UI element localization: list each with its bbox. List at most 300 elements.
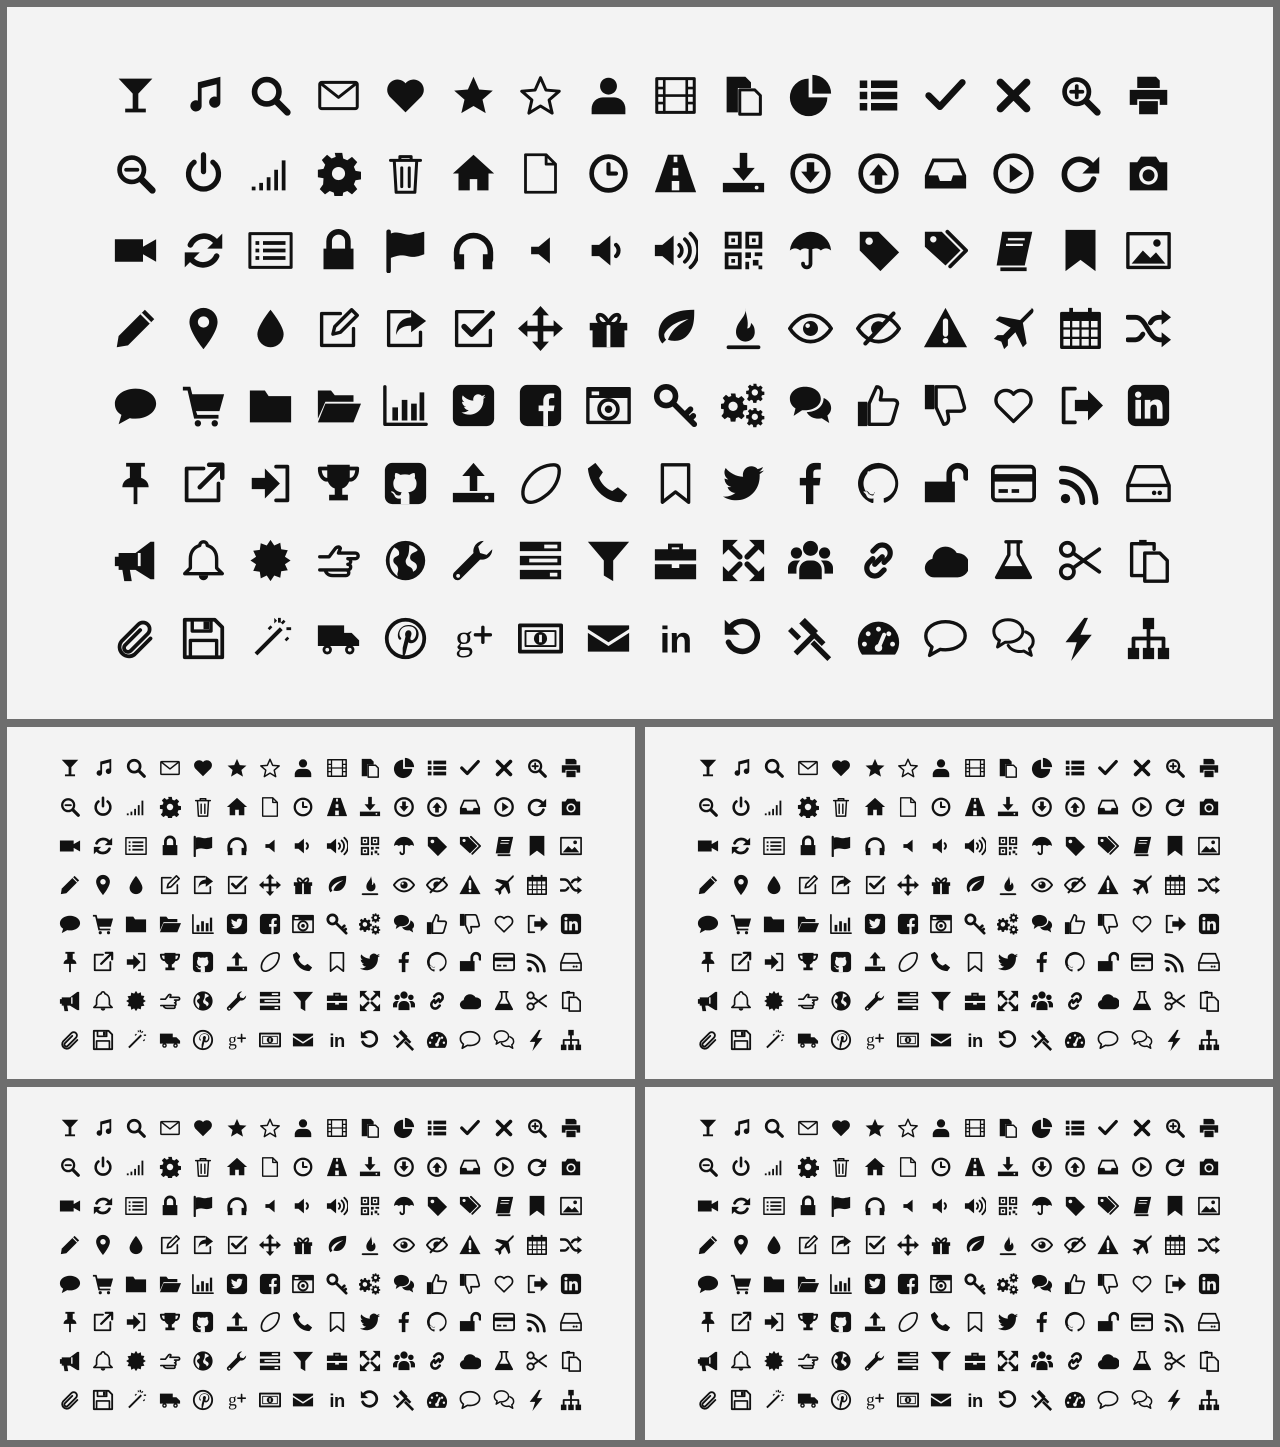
repeat-icon [1158,1148,1191,1187]
volume-down-icon [925,827,958,866]
user-icon-graphic [586,73,631,118]
money-icon-graphic [259,1389,281,1411]
time-icon-graphic [930,1156,952,1178]
external-link-icon [170,445,238,523]
upload-alt-icon [440,445,508,523]
file-icon-graphic [897,1156,919,1178]
linkedin-icon [320,1381,353,1420]
umbrella-icon-graphic [393,835,415,857]
signin-icon [758,943,791,982]
remove-icon [1125,1109,1158,1148]
play-circle-icon-graphic [1131,796,1153,818]
volume-off-icon [253,1187,286,1226]
headphones-icon-graphic [864,1195,886,1217]
tasks-icon [891,982,924,1021]
link-icon-graphic [1064,1350,1086,1372]
gift-icon [287,1225,320,1264]
bolt-icon-graphic [526,1029,548,1051]
refresh-icon-graphic [181,228,226,273]
signout-icon [520,904,553,943]
camera-retro-icon [287,1264,320,1303]
upload-icon-graphic [1064,1156,1086,1178]
list-alt-icon-graphic [248,228,293,273]
list-alt-icon-graphic [763,1195,785,1217]
heart-empty-icon-graphic [493,913,515,935]
magic-icon [120,1021,153,1060]
credit-card-icon-graphic [1131,951,1153,973]
volume-up-icon-graphic [964,1195,986,1217]
facetime-video-icon-graphic [697,1195,719,1217]
beaker-icon-graphic [1131,1350,1153,1372]
comments-empty-icon-graphic [1131,1029,1153,1051]
cut-icon [520,1342,553,1381]
linkedin-icon [320,1021,353,1060]
magic-icon-graphic [125,1029,147,1051]
paper-clip-icon [691,1381,724,1420]
map-marker-icon [86,865,119,904]
bullhorn-icon-graphic [697,1350,719,1372]
share-icon [372,290,440,368]
fire-icon-graphic [359,1234,381,1256]
picture-icon-graphic [1198,1195,1220,1217]
icon-grid [691,749,1225,1059]
power-icon-graphic [730,796,752,818]
comments-icon-graphic [393,913,415,935]
volume-down-icon-graphic [292,835,314,857]
group-icon-graphic [393,1350,415,1372]
tags-icon-graphic [923,228,968,273]
comments-icon-graphic [1031,913,1053,935]
money-icon [253,1021,286,1060]
gift-icon-graphic [292,874,314,896]
hand-right-icon [153,1342,186,1381]
move-icon-graphic [897,874,919,896]
phone-icon-graphic [292,1311,314,1333]
comments-icon-graphic [393,1273,415,1295]
phone-icon-graphic [930,951,952,973]
paper-clip-icon-graphic [59,1029,81,1051]
home-icon-graphic [226,796,248,818]
credit-card-icon [1125,1303,1158,1342]
comments-empty-icon-graphic [1131,1389,1153,1411]
upload-alt-icon-graphic [864,1311,886,1333]
road-icon [958,788,991,827]
group-icon [387,982,420,1021]
list-alt-icon-graphic [125,1195,147,1217]
folder-close-icon [120,1264,153,1303]
lock-icon [791,827,824,866]
fullscreen-icon-graphic [997,1350,1019,1372]
hand-right-icon [791,1342,824,1381]
star-empty-icon [891,749,924,788]
phone-icon [925,1303,958,1342]
money-icon-graphic [518,616,563,661]
pie-chart-icon [1025,749,1058,788]
edit-icon-graphic [797,874,819,896]
star-icon-graphic [451,73,496,118]
globe-icon [825,982,858,1021]
picture-icon [1192,827,1225,866]
calendar-icon [520,865,553,904]
linkedin-sign-icon-graphic [1126,383,1171,428]
trash-icon [372,135,440,213]
pencil-icon [102,290,170,368]
download-alt-icon [992,788,1025,827]
filter-icon [925,1342,958,1381]
inbox-icon-graphic [923,151,968,196]
cut-icon [1047,522,1115,600]
time-icon [925,1148,958,1187]
briefcase-icon-graphic [964,1350,986,1372]
copy-icon [354,749,387,788]
key-icon [320,904,353,943]
eye-open-icon-graphic [393,874,415,896]
warning-sign-icon-graphic [1097,1234,1119,1256]
remove-icon-graphic [1131,757,1153,779]
search-icon-graphic [763,757,785,779]
envelope-solid-icon [575,600,643,678]
comments-icon [777,367,845,445]
picture-icon [1192,1187,1225,1226]
rss-icon [1047,445,1115,523]
move-icon [253,1225,286,1264]
camera-retro-icon-graphic [292,1273,314,1295]
upload-alt-icon [220,1303,253,1342]
headphones-icon-graphic [451,228,496,273]
envelope-solid-icon-graphic [930,1029,952,1051]
film-icon [958,749,991,788]
external-link-icon [86,1303,119,1342]
cut-icon-graphic [526,990,548,1012]
umbrella-icon-graphic [393,1195,415,1217]
rss-icon [520,1303,553,1342]
copy-icon-graphic [997,757,1019,779]
credit-card-icon [980,445,1048,523]
pencil-icon-graphic [59,1234,81,1256]
remove-icon [487,1109,520,1148]
hdd-icon [554,943,587,982]
volume-down-icon-graphic [930,835,952,857]
bookmark-empty-icon-graphic [326,1311,348,1333]
bar-chart-icon [825,904,858,943]
flag-icon-graphic [383,228,428,273]
tint-icon [758,865,791,904]
money-icon-graphic [259,1029,281,1051]
facetime-video-icon [691,827,724,866]
glass-icon-graphic [59,757,81,779]
folder-open-icon-graphic [797,913,819,935]
glass-icon-graphic [113,73,158,118]
hand-right-icon [791,982,824,1021]
tint-icon-graphic [125,874,147,896]
gift-icon-graphic [930,1234,952,1256]
facebook-sign-icon-graphic [259,1273,281,1295]
credit-card-icon-graphic [991,461,1036,506]
pencil-icon [53,1225,86,1264]
svg-text:in: in [967,1389,983,1411]
volume-off-icon-graphic [897,835,919,857]
play-circle-icon [487,1148,520,1187]
envelope-icon-graphic [797,1117,819,1139]
filter-icon [287,1342,320,1381]
picture-icon [1115,212,1183,290]
trophy-icon [791,943,824,982]
inbox-icon [454,1148,487,1187]
bell-icon [86,1342,119,1381]
tint-icon-graphic [763,874,785,896]
repeat-icon [1047,135,1115,213]
qrcode-icon [354,827,387,866]
remove-icon-graphic [1131,1117,1153,1139]
flag-icon-graphic [192,1195,214,1217]
volume-off-icon-graphic [259,1195,281,1217]
lock-icon-graphic [159,835,181,857]
dashboard-icon [1058,1021,1091,1060]
play-circle-icon [980,135,1048,213]
svg-text:in: in [660,618,692,661]
save-icon-graphic [181,616,226,661]
paste-icon-graphic [560,1350,582,1372]
tags-icon-graphic [459,1195,481,1217]
flag-icon [187,827,220,866]
lemon-icon-graphic [897,1311,919,1333]
pie-chart-icon-graphic [393,1117,415,1139]
beaker-icon-graphic [493,1350,515,1372]
volume-down-icon [287,827,320,866]
github-icon [420,943,453,982]
comment-icon-graphic [59,913,81,935]
google-plus-icon [220,1021,253,1060]
leaf-icon-graphic [964,1234,986,1256]
trophy-icon [305,445,373,523]
home-icon [858,788,891,827]
bullhorn-icon [691,1342,724,1381]
facebook-sign-icon [891,1264,924,1303]
heart-empty-icon [487,904,520,943]
book-icon-graphic [991,228,1036,273]
check-box-icon [858,865,891,904]
trash-icon [825,1148,858,1187]
fullscreen-icon [992,1342,1025,1381]
google-plus-icon-graphic [451,616,496,661]
bolt-icon [1158,1021,1191,1060]
share-icon-graphic [192,1234,214,1256]
bookmark-empty-icon [958,943,991,982]
envelope-icon [153,1109,186,1148]
comments-empty-icon [1125,1021,1158,1060]
headphones-icon [440,212,508,290]
list-icon [1058,1109,1091,1148]
certificate-icon [237,522,305,600]
heart-empty-icon [1125,1264,1158,1303]
pinterest-icon-graphic [192,1389,214,1411]
save-icon-graphic [92,1389,114,1411]
facetime-video-icon [691,1187,724,1226]
move-icon-graphic [259,874,281,896]
save-icon-graphic [92,1029,114,1051]
cog-icon [791,1148,824,1187]
unlock-icon-graphic [1097,951,1119,973]
paste-icon [1115,522,1183,600]
facebook-icon-graphic [1031,1311,1053,1333]
legal-icon-graphic [788,616,833,661]
facebook-sign-icon-graphic [897,913,919,935]
icon-sheet-large [7,7,1273,719]
random-icon-graphic [1198,1234,1220,1256]
comment-empty-icon [454,1021,487,1060]
tag-icon-graphic [426,835,448,857]
comment-icon [53,904,86,943]
paste-icon-graphic [1126,538,1171,583]
github-sign-icon [187,1303,220,1342]
volume-down-icon [575,212,643,290]
hand-right-icon [153,982,186,1021]
bookmark-icon [1158,827,1191,866]
qrcode-icon [992,1187,1025,1226]
facebook-sign-icon [891,904,924,943]
svg-text:g: g [865,1389,875,1410]
flag-icon [825,1187,858,1226]
link-icon [845,522,913,600]
signin-icon [120,943,153,982]
github-sign-icon [825,1303,858,1342]
print-icon [1192,749,1225,788]
list-icon-graphic [426,757,448,779]
qrcode-icon-graphic [721,228,766,273]
paper-clip-icon [53,1021,86,1060]
volume-off-icon-graphic [897,1195,919,1217]
facebook-icon [387,943,420,982]
paste-icon-graphic [560,990,582,1012]
fullscreen-icon [992,982,1025,1021]
svg-text:g: g [454,617,473,658]
linkedin-sign-icon [554,1264,587,1303]
upload-icon-graphic [856,151,901,196]
zoom-out-icon [102,135,170,213]
headphones-icon [858,1187,891,1226]
money-icon-graphic [897,1389,919,1411]
repeat-icon-graphic [1164,1156,1186,1178]
cloud-icon [1092,982,1125,1021]
download-icon [387,1148,420,1187]
shopping-cart-icon-graphic [181,383,226,428]
thumbs-up-icon [1058,1264,1091,1303]
power-icon-graphic [730,1156,752,1178]
save-icon-graphic [730,1029,752,1051]
file-icon [507,135,575,213]
inbox-icon [1092,1148,1125,1187]
sitemap-icon [1115,600,1183,678]
globe-icon-graphic [192,990,214,1012]
play-circle-icon [1125,788,1158,827]
leaf-icon-graphic [653,306,698,351]
key-icon-graphic [326,1273,348,1295]
thumbs-down-icon-graphic [459,1273,481,1295]
key-icon-graphic [653,383,698,428]
list-alt-icon [120,1187,153,1226]
bell-icon-graphic [181,538,226,583]
wrench-icon [858,982,891,1021]
plane-icon-graphic [493,1234,515,1256]
unlock-icon [1092,1303,1125,1342]
facebook-sign-icon-graphic [259,913,281,935]
volume-off-icon [253,827,286,866]
facebook-icon-graphic [393,951,415,973]
cut-icon [1158,1342,1191,1381]
undo-icon [354,1021,387,1060]
download-alt-icon-graphic [359,796,381,818]
search-icon-graphic [763,1117,785,1139]
heart-icon-graphic [830,1117,852,1139]
dashboard-icon [1058,1381,1091,1420]
signal-icon-graphic [763,796,785,818]
print-icon-graphic [560,1117,582,1139]
refresh-icon-graphic [730,1195,752,1217]
print-icon [1115,57,1183,135]
trash-icon-graphic [830,1156,852,1178]
check-box-icon [858,1225,891,1264]
inbox-icon-graphic [1097,796,1119,818]
signout-icon [1158,1264,1191,1303]
zoom-out-icon-graphic [113,151,158,196]
check-box-icon [220,1225,253,1264]
list-icon [420,1109,453,1148]
road-icon-graphic [326,1156,348,1178]
thumbs-down-icon [454,904,487,943]
cloud-icon-graphic [459,990,481,1012]
certificate-icon-graphic [125,990,147,1012]
user-icon [287,749,320,788]
paper-clip-icon [53,1381,86,1420]
pinterest-icon [187,1021,220,1060]
linkedin-sign-icon-graphic [1198,1273,1220,1295]
check-icon-graphic [459,757,481,779]
comments-empty-icon-graphic [493,1029,515,1051]
linkedin-icon [958,1021,991,1060]
print-icon [554,749,587,788]
bookmark-icon-graphic [1164,835,1186,857]
glass-icon-graphic [697,757,719,779]
pushpin-icon-graphic [59,1311,81,1333]
wrench-icon [220,982,253,1021]
bullhorn-icon [691,982,724,1021]
inbox-icon-graphic [459,796,481,818]
comment-icon [691,1264,724,1303]
trophy-icon [791,1303,824,1342]
list-alt-icon [758,827,791,866]
bell-icon [86,982,119,1021]
certificate-icon-graphic [763,1350,785,1372]
shopping-cart-icon-graphic [730,913,752,935]
signal-icon [120,1148,153,1187]
list-alt-icon-graphic [125,835,147,857]
music-icon-graphic [181,73,226,118]
cloud-icon-graphic [923,538,968,583]
fire-icon-graphic [997,874,1019,896]
magic-icon [758,1381,791,1420]
refresh-icon [86,1187,119,1226]
star-icon-graphic [864,757,886,779]
certificate-icon [120,1342,153,1381]
cogs-icon-graphic [721,383,766,428]
headphones-icon [220,1187,253,1226]
gift-icon [925,865,958,904]
tasks-icon-graphic [897,1350,919,1372]
twitter-icon [354,1303,387,1342]
google-plus-icon-graphic [864,1389,886,1411]
map-marker-icon-graphic [730,874,752,896]
glass-icon-graphic [697,1117,719,1139]
